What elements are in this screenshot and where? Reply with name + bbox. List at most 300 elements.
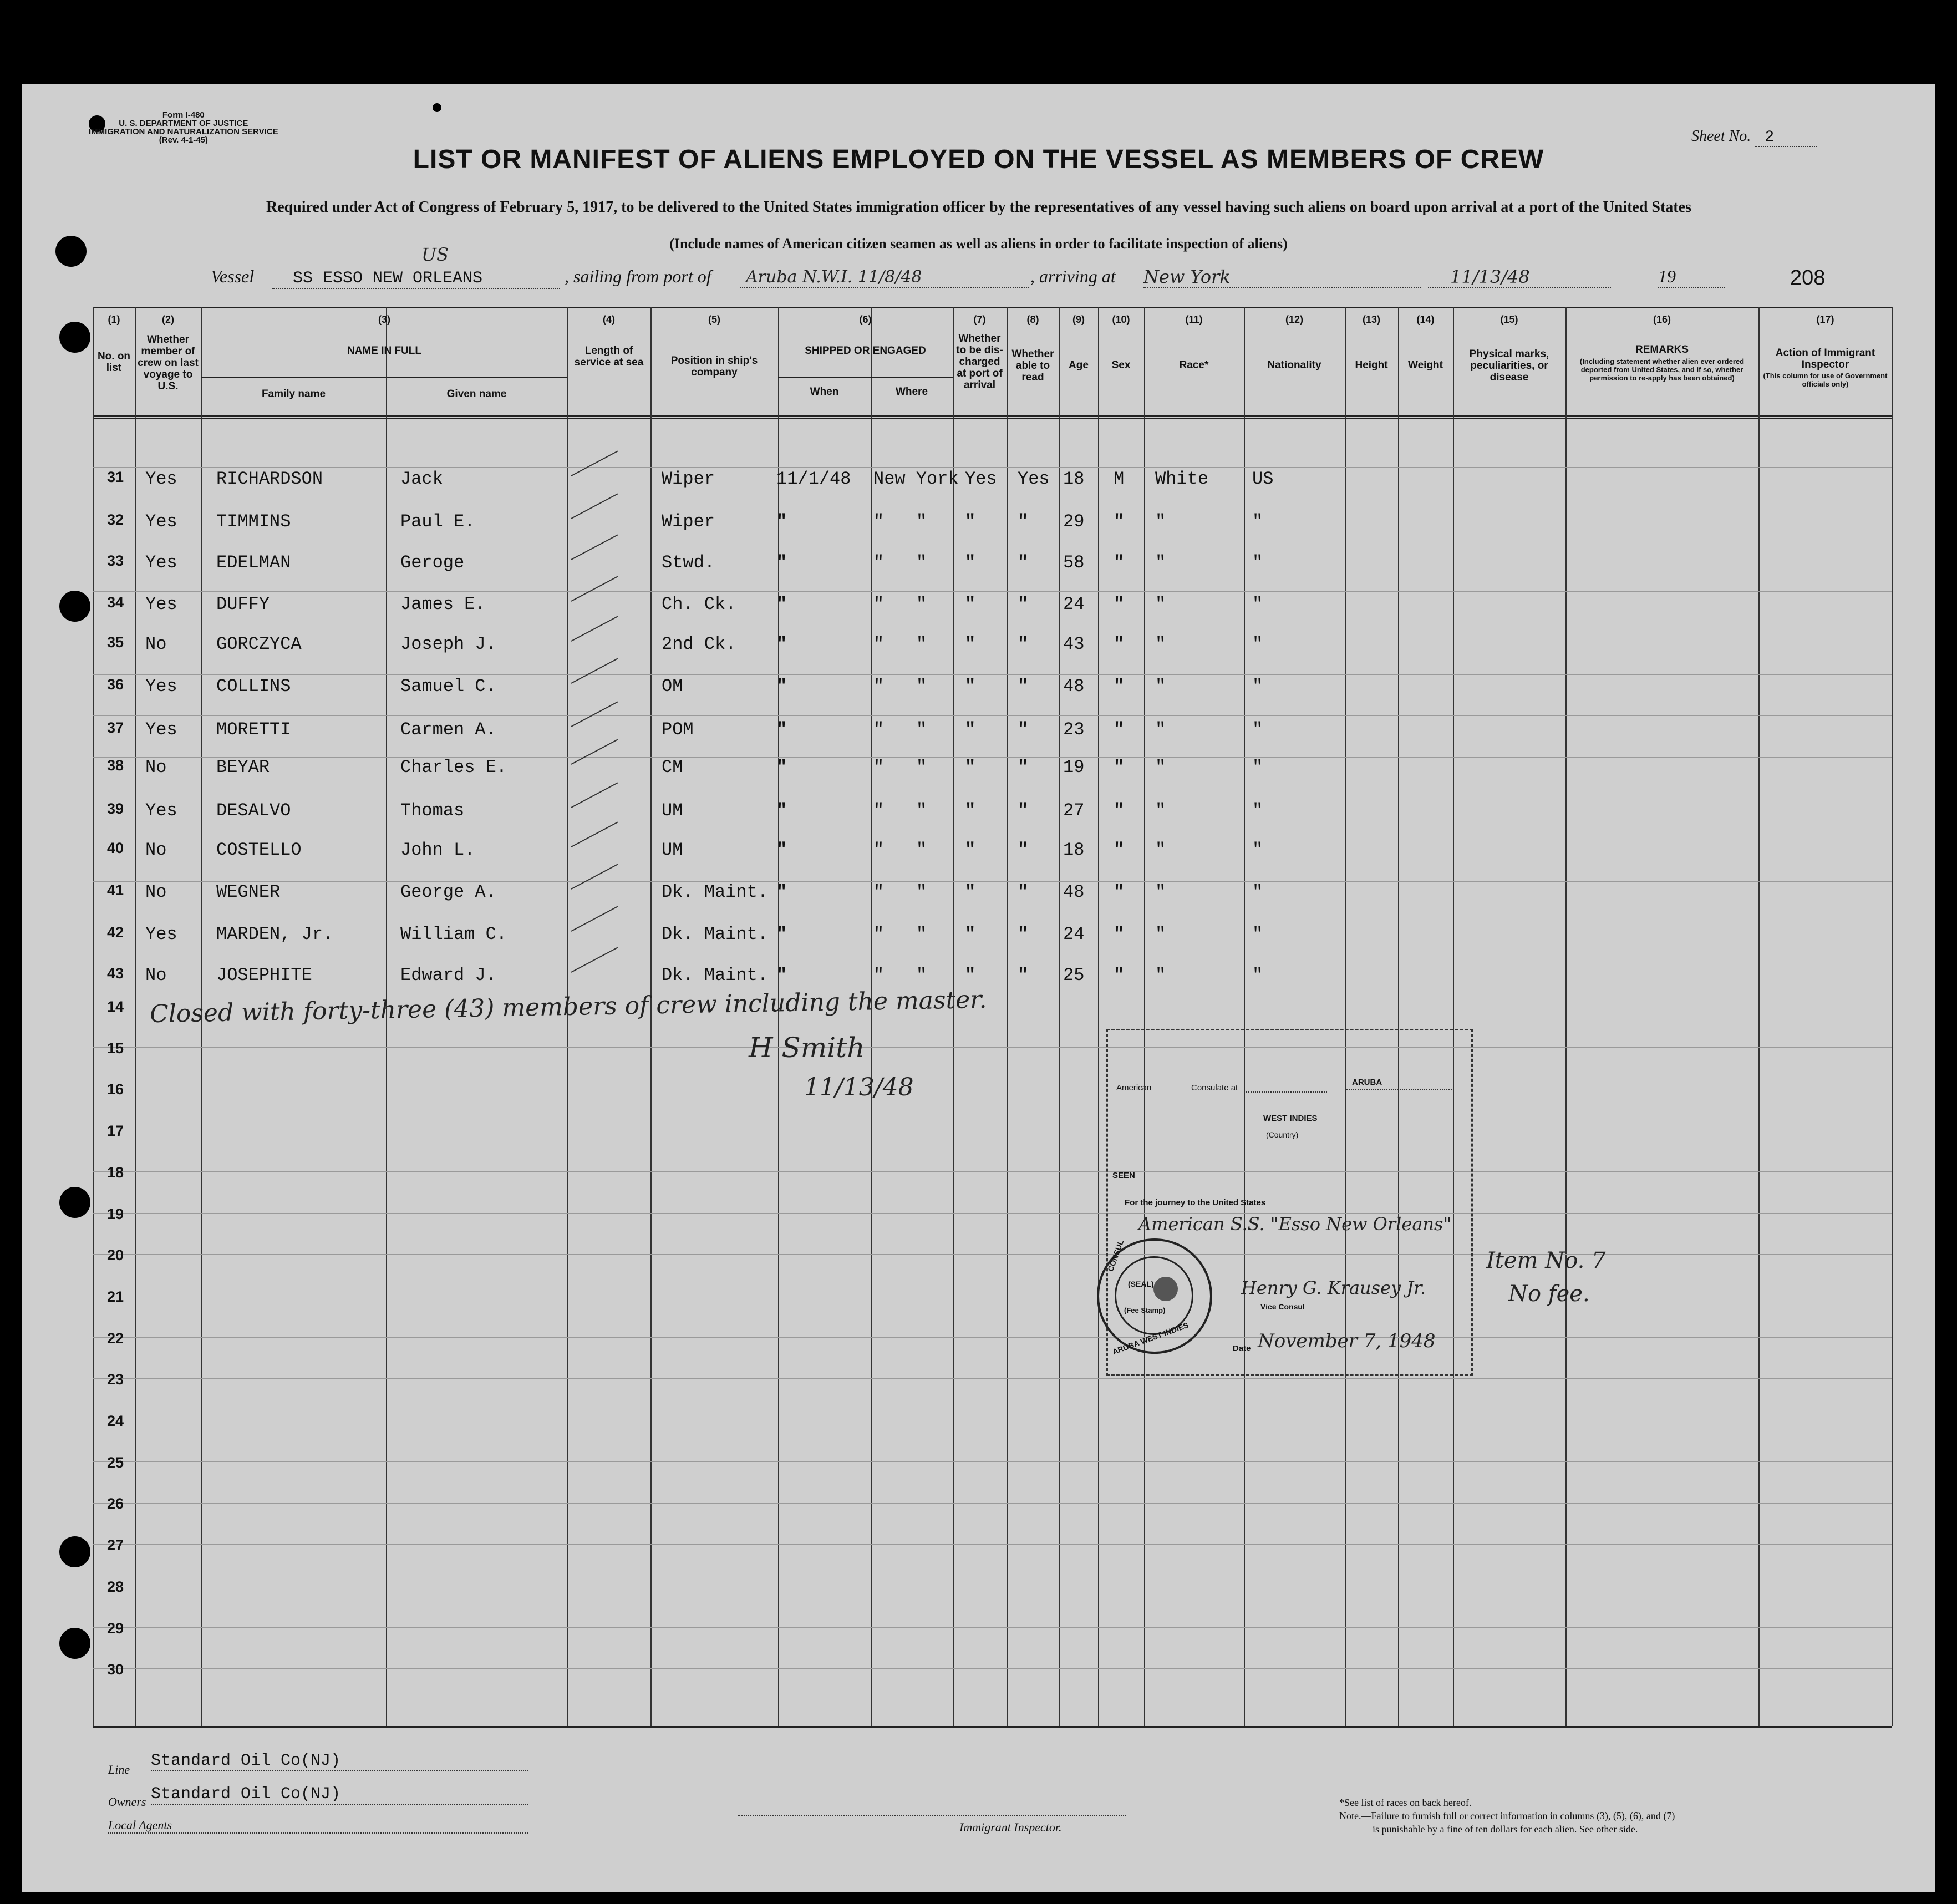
column-subnote: (This column for use of Government officials only)	[1763, 372, 1888, 388]
cell-last-voyage: Yes	[145, 800, 177, 821]
seal-text-top: CONSUL	[1106, 1238, 1126, 1273]
cell-given-name: Jack	[400, 469, 443, 489]
row-rule	[93, 1337, 1892, 1338]
cell-discharged: "	[965, 594, 976, 615]
cell-family-name: DESALVO	[216, 800, 291, 821]
cell-discharged: "	[965, 965, 976, 986]
cell-shipped-when: "	[776, 757, 787, 778]
stamp-number: 208	[1790, 266, 1826, 290]
name-subheader-rule	[201, 377, 567, 378]
cell-race: "	[1155, 800, 1166, 821]
sheet-label: Sheet No.	[1691, 128, 1751, 145]
footer-line-label: Line	[108, 1763, 130, 1776]
vessel-field	[272, 266, 560, 289]
column-divider	[1098, 307, 1099, 1726]
cell-sex: "	[1114, 800, 1125, 821]
cell-age: 24	[1063, 924, 1085, 945]
stamp-date-hand: November 7, 1948	[1258, 1330, 1436, 1352]
cell-shipped-where: " "	[873, 676, 927, 697]
column-number: (1)	[108, 314, 120, 325]
cell-position: UM	[662, 800, 683, 821]
cell-discharged: "	[965, 511, 976, 532]
cell-nationality: "	[1252, 965, 1263, 986]
cell-nationality: "	[1252, 594, 1263, 615]
row-number: 24	[106, 1413, 124, 1429]
cell-shipped-where: " "	[873, 634, 927, 654]
side-note-fee: No fee.	[1508, 1281, 1590, 1307]
cell-shipped-where: " "	[873, 965, 927, 986]
cell-discharged: "	[965, 719, 976, 740]
row-number: 14	[106, 998, 124, 1015]
seal-text-mid: (SEAL)	[1128, 1280, 1154, 1288]
column-number: (11)	[1185, 314, 1203, 325]
cell-discharged: "	[965, 676, 976, 697]
cell-family-name: DUFFY	[216, 594, 270, 615]
row-rule	[93, 1503, 1892, 1504]
cell-last-voyage: No	[145, 840, 167, 860]
cell-position: OM	[662, 676, 683, 697]
cell-sex: "	[1114, 594, 1125, 615]
row-number: 35	[106, 634, 124, 651]
cell-family-name: RICHARDSON	[216, 469, 323, 489]
page-title: LIST OR MANIFEST OF ALIENS EMPLOYED ON THE VESSEL AS MEMBERS OF CREW	[413, 145, 1544, 174]
column-number: (5)	[708, 314, 720, 325]
punch-hole	[433, 103, 441, 112]
cell-sex: "	[1114, 965, 1125, 986]
form-header	[89, 111, 278, 144]
cell-shipped-when: 11/1/48	[776, 469, 851, 489]
consular-stamp	[1106, 1029, 1473, 1376]
cell-able-to-read: "	[1018, 511, 1029, 532]
cell-age: 43	[1063, 634, 1085, 654]
vessel-name: SS ESSO NEW ORLEANS	[293, 269, 483, 288]
row-number: 36	[106, 676, 124, 693]
column-divider	[1007, 307, 1008, 1726]
sailing-port: Aruba N.W.I. 11/8/48	[746, 267, 922, 287]
stamp-consulate-at: Consulate at	[1191, 1083, 1238, 1093]
cell-shipped-when: "	[776, 719, 787, 740]
cell-able-to-read: "	[1018, 840, 1029, 860]
column-header: Height	[1355, 359, 1388, 371]
cell-shipped-when: "	[776, 965, 787, 986]
cell-shipped-when: "	[776, 676, 787, 697]
column-header: Action of Immigrant Inspector	[1775, 347, 1875, 370]
cell-shipped-when: "	[776, 511, 787, 532]
cell-able-to-read: "	[1018, 800, 1029, 821]
row-rule	[93, 715, 1892, 716]
cell-given-name: John L.	[400, 840, 475, 860]
cell-nationality: US	[1252, 469, 1274, 489]
column-divider	[135, 307, 136, 1726]
cell-given-name: George A.	[400, 882, 496, 902]
cell-position: Wiper	[662, 511, 715, 532]
row-rule	[93, 1254, 1892, 1255]
cell-position: Dk. Maint.	[662, 924, 769, 945]
row-number: 37	[106, 719, 124, 736]
cell-shipped-where: " "	[873, 552, 927, 573]
form-number: Form I-480	[162, 110, 205, 120]
footer-races-note: *See list of races on back hereof.	[1339, 1797, 1472, 1808]
inspector-signature-line	[738, 1815, 1126, 1816]
binder-hole	[59, 1187, 90, 1218]
cell-able-to-read: Yes	[1018, 469, 1050, 489]
table-bottom-border	[93, 1726, 1892, 1728]
footer-note-line2: is punishable by a fine of ten dollars for each alien. See other side.	[1373, 1824, 1638, 1835]
cell-last-voyage: Yes	[145, 469, 177, 489]
cell-able-to-read: "	[1018, 924, 1029, 945]
column-number: (6)	[859, 314, 872, 325]
cell-position: Dk. Maint.	[662, 965, 769, 986]
cell-race: "	[1155, 552, 1166, 573]
side-note-item: Item No. 7	[1486, 1248, 1606, 1273]
cell-able-to-read: "	[1018, 757, 1029, 778]
cell-nationality: "	[1252, 511, 1263, 532]
cell-shipped-where: " "	[873, 719, 927, 740]
cell-race: "	[1155, 924, 1166, 945]
year-prefix: 19	[1658, 266, 1725, 288]
cell-sex: M	[1114, 469, 1125, 489]
arriving-label: , arriving at	[1030, 266, 1116, 286]
cell-age: 58	[1063, 552, 1085, 573]
column-header: No. on list	[97, 351, 131, 374]
cell-position: POM	[662, 719, 694, 740]
row-rule	[93, 674, 1892, 675]
cell-last-voyage: Yes	[145, 511, 177, 532]
column-divider	[1758, 307, 1760, 1726]
cell-shipped-where: " "	[873, 511, 927, 532]
row-rule	[93, 1171, 1892, 1172]
column-header: Race*	[1179, 359, 1209, 371]
row-number: 42	[106, 924, 124, 941]
cell-discharged: "	[965, 634, 976, 654]
cell-given-name: Charles E.	[400, 757, 507, 778]
cell-given-name: Joseph J.	[400, 634, 496, 654]
footer-note-line1: Note.—Failure to furnish full or correct information in columns (3), (5), (6), and (7)	[1339, 1810, 1675, 1821]
binder-hole	[59, 1536, 90, 1567]
cell-able-to-read: "	[1018, 719, 1029, 740]
cell-able-to-read: "	[1018, 882, 1029, 902]
stamp-country-label: (Country)	[1266, 1130, 1299, 1139]
shipped-subheader-rule	[778, 377, 953, 378]
cell-position: UM	[662, 840, 683, 860]
column-number: (3)	[378, 314, 390, 325]
cell-family-name: COLLINS	[216, 676, 291, 697]
column-header: Whether member of crew on last voyage to U.S.	[138, 334, 199, 392]
cell-sex: "	[1114, 676, 1125, 697]
cell-race: "	[1155, 882, 1166, 902]
cell-nationality: "	[1252, 634, 1263, 654]
stamp-vice-consul: Vice Consul	[1260, 1302, 1305, 1311]
column-number: (15)	[1500, 314, 1518, 325]
department-name: U. S. DEPARTMENT OF JUSTICE	[119, 119, 248, 128]
required-text: Required under Act of Congress of February 5, 1917, to be delivered to the United States immigration officer by the representatives of any vessel having such aliens on board upon arrival at a port of the United States	[266, 199, 1691, 216]
cell-shipped-where: " "	[873, 882, 927, 902]
cell-sex: "	[1114, 511, 1125, 532]
cell-age: 19	[1063, 757, 1085, 778]
cell-shipped-where: " "	[873, 757, 927, 778]
row-number: 15	[106, 1040, 124, 1057]
row-number: 23	[106, 1371, 124, 1388]
cell-shipped-when: "	[776, 594, 787, 615]
column-divider	[871, 307, 872, 1726]
column-subnote: (Including statement whether alien ever ordered deported from United States, and if so, whether permission to re-apply has been obtained)	[1579, 357, 1745, 382]
cell-nationality: "	[1252, 552, 1263, 573]
row-number: 33	[106, 552, 124, 569]
sailing-label: , sailing from port of	[565, 266, 711, 286]
cell-discharged: "	[965, 757, 976, 778]
cell-position: CM	[662, 757, 683, 778]
row-rule	[93, 467, 1892, 468]
cell-sex: "	[1114, 840, 1125, 860]
column-number: (17)	[1816, 314, 1834, 325]
consular-seal	[1097, 1238, 1212, 1357]
table-header-border	[93, 415, 1892, 417]
column-number: (12)	[1285, 314, 1303, 325]
cell-nationality: "	[1252, 882, 1263, 902]
column-number: (14)	[1416, 314, 1435, 325]
row-number: 43	[106, 965, 124, 982]
row-rule	[93, 1213, 1892, 1214]
binder-hole	[59, 322, 90, 353]
cell-discharged: "	[965, 800, 976, 821]
column-subheader-when: When	[810, 386, 839, 398]
row-number: 21	[106, 1288, 124, 1305]
cell-race: "	[1155, 757, 1166, 778]
stamp-dotted	[1346, 1089, 1452, 1090]
row-rule	[93, 1378, 1892, 1379]
column-number: (8)	[1026, 314, 1039, 325]
column-number: (16)	[1653, 314, 1671, 325]
column-subheader-where: Where	[895, 386, 928, 398]
column-number: (10)	[1112, 314, 1130, 325]
cell-race: "	[1155, 511, 1166, 532]
cell-sex: "	[1114, 924, 1125, 945]
cell-age: 18	[1063, 840, 1085, 860]
stamp-american: American	[1116, 1083, 1152, 1093]
cell-race: "	[1155, 594, 1166, 615]
footer-agents-label: Local Agents	[108, 1818, 528, 1834]
footer-line-value: Standard Oil Co(NJ)	[151, 1751, 528, 1771]
row-number: 29	[106, 1620, 124, 1637]
binder-hole	[59, 591, 90, 622]
cell-shipped-when: "	[776, 924, 787, 945]
cell-race: "	[1155, 840, 1166, 860]
cell-given-name: Geroge	[400, 552, 465, 573]
row-number: 17	[106, 1123, 124, 1139]
row-number: 40	[106, 840, 124, 856]
stamp-date-label: Date	[1233, 1344, 1251, 1353]
row-number: 32	[106, 511, 124, 528]
column-divider	[1244, 307, 1245, 1726]
sheet-value: 2	[1755, 129, 1817, 147]
cell-nationality: "	[1252, 924, 1263, 945]
row-number: 22	[106, 1330, 124, 1347]
cell-family-name: BEYAR	[216, 757, 270, 778]
row-number: 25	[106, 1454, 124, 1471]
arrival-date: 11/13/48	[1450, 266, 1530, 287]
column-header: Weight	[1408, 359, 1443, 371]
cell-race: "	[1155, 634, 1166, 654]
cell-given-name: James E.	[400, 594, 486, 615]
cell-sex: "	[1114, 552, 1125, 573]
footer-inspector-label: Immigrant Inspector.	[959, 1820, 1062, 1834]
cell-race: White	[1155, 469, 1209, 489]
cell-last-voyage: Yes	[145, 719, 177, 740]
cell-able-to-read: "	[1018, 552, 1029, 573]
column-divider	[1892, 307, 1893, 1726]
cell-given-name: Samuel C.	[400, 676, 496, 697]
column-header: Whether able to read	[1011, 348, 1054, 383]
cell-discharged: "	[965, 552, 976, 573]
arrival-date-field	[1428, 266, 1611, 288]
column-header: REMARKS	[1635, 344, 1689, 356]
row-number: 28	[106, 1578, 124, 1595]
row-number: 31	[106, 469, 124, 485]
stamp-vessel-hand: American S.S. "Esso New Orleans"	[1138, 1214, 1452, 1235]
cell-last-voyage: No	[145, 757, 167, 778]
cell-position: Wiper	[662, 469, 715, 489]
cell-position: Stwd.	[662, 552, 715, 573]
footer-owners-value: Standard Oil Co(NJ)	[151, 1785, 528, 1805]
row-number: 34	[106, 594, 124, 611]
column-header: Whether to be dis-charged at port of arrival	[956, 333, 1003, 391]
cell-last-voyage: No	[145, 965, 167, 986]
column-divider	[1345, 307, 1346, 1726]
cell-nationality: "	[1252, 676, 1263, 697]
cell-race: "	[1155, 965, 1166, 986]
service-name: IMMIGRATION AND NATURALIZATION SERVICE	[89, 127, 278, 136]
column-header: SHIPPED OR ENGAGED	[805, 345, 926, 357]
cell-able-to-read: "	[1018, 965, 1029, 986]
binder-hole	[59, 1628, 90, 1659]
seal-text-bottom: ARUBA WEST INDIES	[1111, 1320, 1190, 1357]
cell-nationality: "	[1252, 719, 1263, 740]
cell-able-to-read: "	[1018, 594, 1029, 615]
row-rule	[93, 1544, 1892, 1545]
cell-family-name: JOSEPHITE	[216, 965, 312, 986]
cell-shipped-where: " "	[873, 594, 927, 615]
include-text: (Include names of American citizen seamen as well as aliens in order to facilitate inspection of aliens)	[669, 236, 1288, 252]
cell-discharged: Yes	[965, 469, 997, 489]
table-header-border	[93, 418, 1892, 419]
cell-nationality: "	[1252, 840, 1263, 860]
column-header: Nationality	[1267, 359, 1321, 371]
cell-position: Dk. Maint.	[662, 882, 769, 902]
cell-shipped-when: "	[776, 840, 787, 860]
cell-given-name: Paul E.	[400, 511, 475, 532]
form-revision: (Rev. 4-1-45)	[159, 135, 208, 145]
cell-shipped-when: "	[776, 634, 787, 654]
row-rule	[93, 881, 1892, 882]
arriving-port: New York	[1143, 266, 1231, 287]
cell-sex: "	[1114, 634, 1125, 654]
cell-age: 25	[1063, 965, 1085, 986]
row-number: 26	[106, 1495, 124, 1512]
cell-given-name: Edward J.	[400, 965, 496, 986]
row-rule	[93, 1461, 1892, 1462]
stamp-place: ARUBA	[1352, 1078, 1382, 1087]
column-divider	[93, 307, 94, 1726]
table-top-border	[93, 307, 1892, 308]
cell-last-voyage: No	[145, 634, 167, 654]
row-number: 19	[106, 1206, 124, 1222]
column-number: (7)	[973, 314, 986, 325]
cell-given-name: Carmen A.	[400, 719, 496, 740]
column-divider	[1398, 307, 1399, 1726]
cell-family-name: MORETTI	[216, 719, 291, 740]
column-divider	[1453, 307, 1454, 1726]
seal-text-fee: (Fee Stamp)	[1124, 1306, 1166, 1314]
cell-race: "	[1155, 719, 1166, 740]
cell-family-name: WEGNER	[216, 882, 281, 902]
cell-age: 23	[1063, 719, 1085, 740]
column-divider	[953, 307, 954, 1726]
column-subheader-family: Family name	[261, 388, 326, 400]
cell-shipped-when: "	[776, 882, 787, 902]
footer-owners-label: Owners	[108, 1795, 146, 1809]
column-header: Position in ship's company	[670, 355, 758, 378]
cell-shipped-where: " "	[873, 924, 927, 945]
row-rule	[93, 1047, 1892, 1048]
column-subheader-given: Given name	[446, 388, 507, 400]
cell-age: 24	[1063, 594, 1085, 615]
cell-shipped-when: "	[776, 552, 787, 573]
cell-age: 48	[1063, 882, 1085, 902]
row-rule	[93, 1668, 1892, 1669]
row-number: 27	[106, 1537, 124, 1553]
column-number: (13)	[1362, 314, 1380, 325]
cell-family-name: MARDEN, Jr.	[216, 924, 334, 945]
row-rule	[93, 1627, 1892, 1628]
row-rule	[93, 591, 1892, 592]
cell-age: 18	[1063, 469, 1085, 489]
cell-family-name: GORCZYCA	[216, 634, 302, 654]
column-header: Sex	[1111, 359, 1131, 371]
eagle-emblem-icon	[1153, 1277, 1178, 1301]
cell-last-voyage: Yes	[145, 552, 177, 573]
cell-shipped-where: New York	[873, 469, 959, 489]
row-number: 16	[106, 1081, 124, 1098]
cell-age: 48	[1063, 676, 1085, 697]
column-number: (4)	[603, 314, 615, 325]
cell-sex: "	[1114, 757, 1125, 778]
cell-last-voyage: No	[145, 882, 167, 902]
cell-sex: "	[1114, 882, 1125, 902]
cell-discharged: "	[965, 924, 976, 945]
stamp-journey: For the journey to the United States	[1125, 1198, 1266, 1207]
cell-nationality: "	[1252, 757, 1263, 778]
column-header: NAME IN FULL	[347, 345, 422, 357]
column-divider	[1565, 307, 1567, 1726]
column-header: Physical marks, peculiarities, or disease	[1469, 348, 1549, 383]
cell-shipped-where: " "	[873, 840, 927, 860]
stamp-dotted	[1244, 1091, 1327, 1093]
cell-last-voyage: Yes	[145, 594, 177, 615]
column-number: (2)	[162, 314, 174, 325]
row-number: 18	[106, 1164, 124, 1181]
cell-able-to-read: "	[1018, 676, 1029, 697]
cell-family-name: COSTELLO	[216, 840, 302, 860]
column-header: Length of service at sea	[574, 345, 644, 368]
cell-shipped-where: " "	[873, 800, 927, 821]
vessel-label: Vessel	[211, 266, 255, 286]
cell-discharged: "	[965, 882, 976, 902]
column-number: (9)	[1072, 314, 1085, 325]
row-number: 38	[106, 757, 124, 774]
row-number: 41	[106, 882, 124, 898]
row-number: 20	[106, 1247, 124, 1263]
row-number: 30	[106, 1661, 124, 1678]
